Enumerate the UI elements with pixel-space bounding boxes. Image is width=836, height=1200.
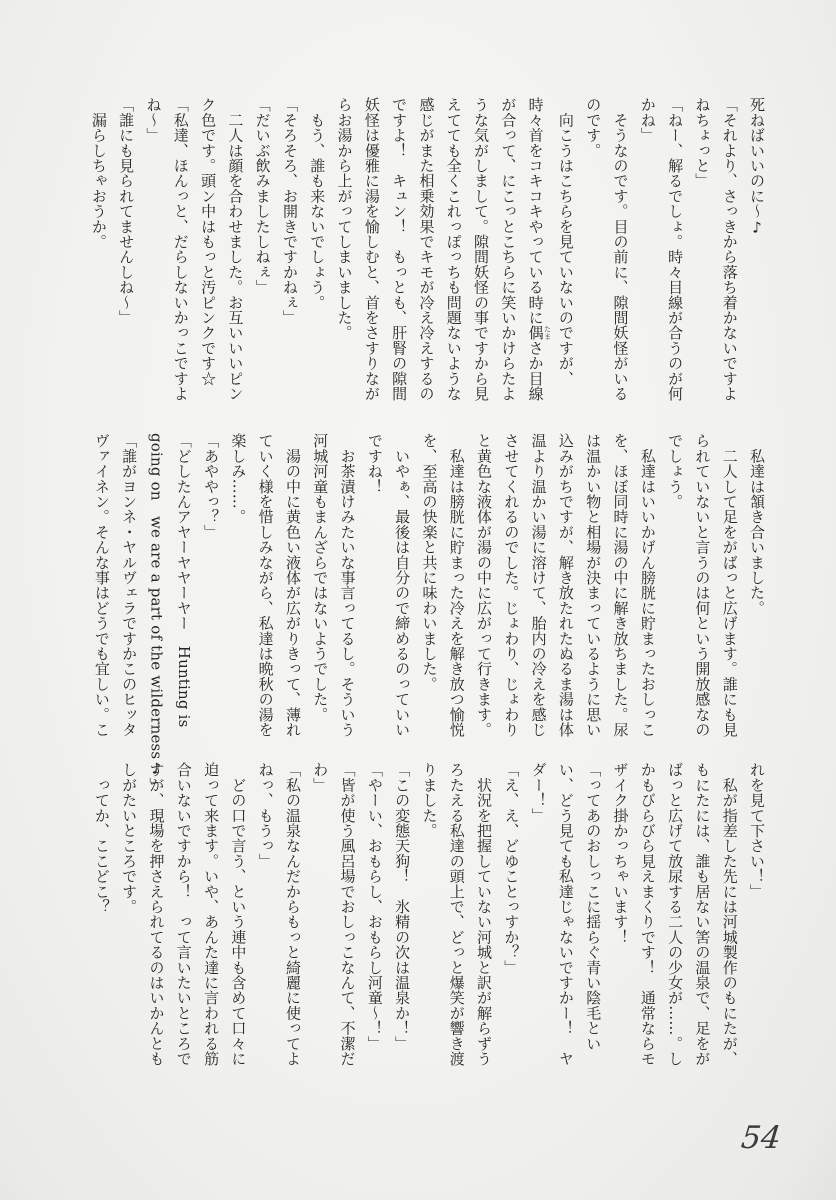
text-column: ろたえる私達の頭上で、どっと爆笑が響き渡 bbox=[447, 762, 466, 1066]
text-column: かもびらびら見えまくりです！ 通常ならモ bbox=[638, 762, 657, 1066]
text-column: 私が指差した先には河城製作のもにたが、 bbox=[720, 762, 739, 1066]
text-column: ていく様を惜しみながら、私達は晩秋の湯を bbox=[256, 433, 275, 737]
text-column: が合って、にこっとこちらに笑いかけらたよ bbox=[499, 97, 518, 401]
text-column: しがたいところです。 bbox=[120, 762, 139, 914]
text-column: ダー！」 bbox=[529, 762, 548, 823]
text-column: どの口で言う、という連中も含めて口々に bbox=[229, 762, 248, 1066]
text-column: 「ってあのおしっこに揺らぐ青い陰毛とい bbox=[584, 762, 603, 1051]
text-column: 「それより、さっきから落ち着かないですよ bbox=[720, 97, 739, 401]
text-column: ですよ！ キュン！ もっとも、肝腎の隙間 bbox=[390, 97, 409, 401]
text-column: 「どしたんアヤーヤヤーヤー Hunting is bbox=[174, 433, 193, 728]
text-column: と黄色な液体が湯の中に広がって行きます。 bbox=[475, 433, 494, 737]
text-column: 私達はいいかげん膀胱に貯まったおしっこ bbox=[638, 433, 657, 737]
text-column: お茶漬けみたいな事言ってるし。そういう bbox=[338, 433, 357, 737]
text-column: らお湯から上がってしまいました。 bbox=[335, 97, 354, 341]
text-column: えてても全くこれっぽっちも問題ないような bbox=[444, 97, 463, 401]
text-column: を、ほぼ同時に湯の中に解き放ちました。尿 bbox=[611, 433, 630, 737]
text-column: 「そろそろ、お開きですかねぇ」 bbox=[280, 97, 299, 325]
text-column: 「私の温泉なんだからもっと綺麗に使ってよ bbox=[283, 762, 302, 1066]
text-column: られていないと言うのは何という開放感なの bbox=[693, 433, 712, 737]
text-column: 死ねばいいのに〜♪ bbox=[748, 97, 766, 237]
text-column: のです。 bbox=[584, 97, 603, 158]
text-band-bottom bbox=[86, 762, 770, 1074]
text-column: 「だいぶ飲みましたしねぇ」 bbox=[253, 97, 272, 295]
text-column: 湯の中に黄色い液体が広がりきって、薄れ bbox=[283, 433, 302, 737]
text-column: 二人は顔を合わせました。お互いいいピン bbox=[226, 97, 245, 401]
text-column: うな気がしまして。隙間妖怪の事ですから見 bbox=[472, 97, 491, 401]
text-column: 迫って来ます。いや、あんた達に言われる筋 bbox=[202, 762, 221, 1066]
text-column: かね」 bbox=[638, 97, 657, 143]
text-column: ってか、ここどこ？ bbox=[92, 762, 111, 914]
text-column: ねっ、もうっ」 bbox=[256, 762, 275, 869]
text-column: 「やーい、おもらし、おもらし河童〜！」 bbox=[365, 762, 384, 1051]
text-column: もう、誰も来ないでしょう。 bbox=[308, 97, 327, 310]
text-column: ですね！ bbox=[365, 433, 384, 494]
text-column: を、至高の快楽と共に味わいました。 bbox=[420, 433, 439, 692]
text-column: 込みがちですが、解き放たれたぬるま湯は体 bbox=[556, 433, 575, 737]
text-band-top bbox=[86, 97, 770, 409]
text-column: ねちょっと」 bbox=[693, 97, 712, 189]
text-column: going on we are a part of the wilderness♪」 bbox=[147, 433, 166, 793]
text-column: い、どう見ても私達じゃないですかー！ ヤ bbox=[556, 762, 575, 1066]
text-column: でしょう。 bbox=[666, 433, 685, 509]
text-column: 向こうはこちらを見ていないのですが、 bbox=[556, 97, 575, 386]
text-column: もにたには、誰も居ない筈の温泉で、足をが bbox=[693, 762, 712, 1066]
text-column: 「私達、ほんっと、だらしないかっこですよ bbox=[171, 97, 190, 401]
text-column: 漏らしちゃおうか。 bbox=[89, 97, 108, 249]
text-column: ザイク掛かっちゃいます！ bbox=[611, 762, 630, 945]
text-column: 私達は頷き合いました。 bbox=[748, 433, 766, 616]
text-column: 「誰がヨンネ・ヤルヴェラですかこのヒッタ bbox=[120, 433, 139, 737]
text-column: わ」 bbox=[311, 762, 330, 793]
text-column: 私達は膀胱に貯まった冷えを解き放つ愉悦 bbox=[447, 433, 466, 737]
text-column: ね〜」 bbox=[144, 97, 163, 143]
text-column: 「誰にも見られてませんしね〜」 bbox=[117, 97, 136, 325]
text-column: 「え、え、どゆことっすか？」 bbox=[502, 762, 521, 975]
text-column: 「ねー、解るでしょ。時々目線が合うのが何 bbox=[666, 97, 685, 401]
text-column: 「皆が使う風呂場でおしっこなんて、不潔だ bbox=[338, 762, 357, 1066]
text-column: 河城河童もまんざらではないようでした。 bbox=[311, 433, 330, 722]
text-column: いやぁ、最後は自分ので締めるのっていい bbox=[393, 433, 412, 737]
text-column: 「あややっ？」 bbox=[202, 433, 221, 540]
text-column: は温かい物と相場が決まっているように思い bbox=[584, 433, 603, 737]
text-column: 状況を把握していない河城と訳が解らずう bbox=[475, 762, 494, 1066]
text-column: すが、現場を押さえられてるのはいかんとも bbox=[147, 762, 166, 1066]
text-column: 二人して足をがばっと広げます。誰にも見 bbox=[720, 433, 739, 737]
text-column: 妖怪は優雅に湯を愉しむと、首をさすりなが bbox=[362, 97, 381, 401]
text-column: させてくれるのでした。じょわり、じょわり bbox=[502, 433, 521, 737]
text-column: れを見て下さい！」 bbox=[748, 762, 766, 899]
text-column: 時々首をコキコキやっている時に偶 たまさか目線 bbox=[526, 97, 552, 402]
text-column: そうなのです。目の前に、隙間妖怪がいる bbox=[611, 97, 630, 401]
text-column: ヴァイネン。そんな事はどうでも宜しい。こ bbox=[92, 433, 111, 737]
text-column: 楽しみ……。 bbox=[229, 433, 248, 525]
text-column: 合いないですから！ って言いたいところで bbox=[174, 762, 193, 1066]
text-column: 「この変態天狗！ 氷精の次は温泉か！」 bbox=[393, 762, 412, 1051]
text-column: りました。 bbox=[420, 762, 439, 838]
text-column: 感じがまた相乗効果でキモが冷え冷えするの bbox=[417, 97, 436, 401]
text-column: ばっと広げて放尿する二人の少女が……。し bbox=[666, 762, 685, 1066]
text-column: 温より温かい湯に溶けて、胎内の冷えを感じ bbox=[529, 433, 548, 737]
text-column: ク色です。頭ン中はもっと汚ピンクです☆ bbox=[199, 97, 218, 386]
page-number: 54 bbox=[739, 1120, 783, 1156]
